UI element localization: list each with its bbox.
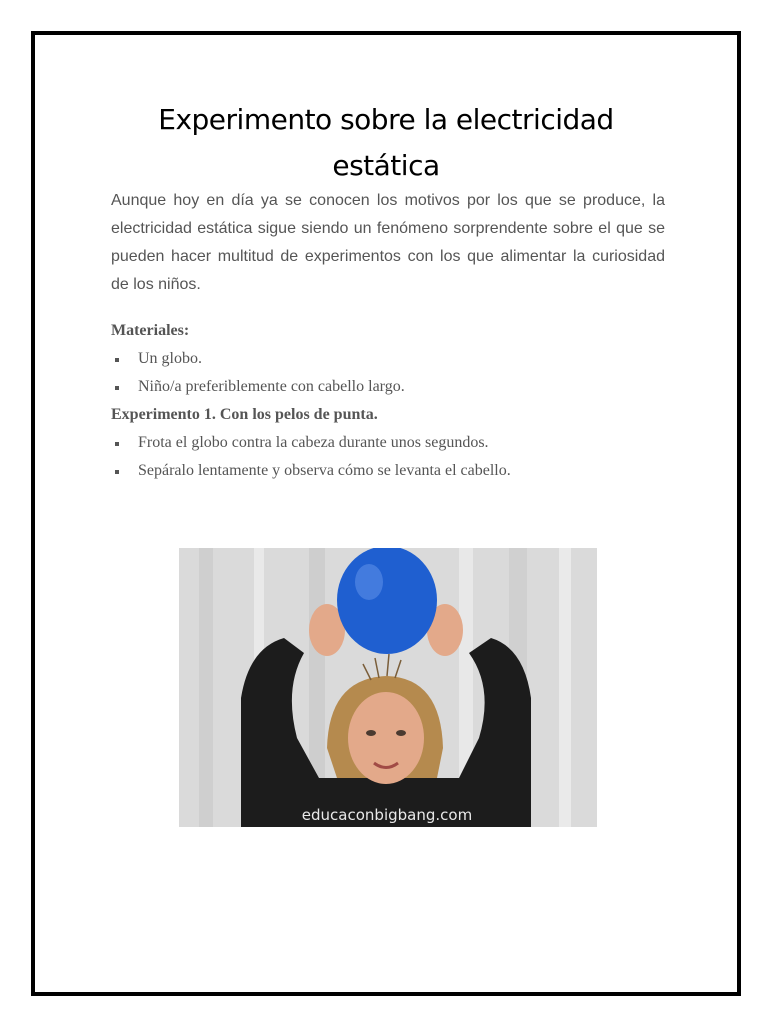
list-item <box>111 457 671 485</box>
bullet-icon <box>115 442 119 446</box>
experiment-heading: Experimento 1. Con los pelos de punta. <box>111 406 378 423</box>
list-item <box>111 345 671 373</box>
document-title <box>35 97 737 189</box>
bullet-icon <box>115 386 119 390</box>
list-item <box>111 429 671 457</box>
materials-heading: Materiales: <box>111 322 190 339</box>
title-line-2: estática <box>332 149 440 182</box>
document-page <box>31 31 741 996</box>
intro-paragraph: Aunque hoy en día ya se conocen los motivos por los que se produce, la electricidad estática sigue siendo un fenómeno sorprendente sobre el que se pueden hacer multitud de experimentos con los que alimentar la curiosidad de los niños. <box>111 192 665 293</box>
bullet-icon <box>115 358 119 362</box>
materials-list <box>111 345 671 401</box>
list-item-text: Sepáralo lentamente y observa cómo se levanta el cabello. <box>138 462 511 479</box>
bullet-icon <box>115 470 119 474</box>
list-item-text: Un globo. <box>138 350 202 367</box>
experiment-photo <box>179 548 597 827</box>
photo-illustration <box>179 548 597 827</box>
list-item <box>111 373 671 401</box>
experiment-steps-list <box>111 429 671 485</box>
title-line-1: Experimento sobre la electricidad <box>158 103 614 136</box>
instructions-section <box>111 317 671 485</box>
balloon-icon <box>337 548 437 654</box>
photo-watermark: educaconbigbang.com <box>301 806 473 824</box>
list-item-text: Frota el globo contra la cabeza durante unos segundos. <box>138 434 489 451</box>
list-item-text: Niño/a preferiblemente con cabello largo. <box>138 378 405 395</box>
